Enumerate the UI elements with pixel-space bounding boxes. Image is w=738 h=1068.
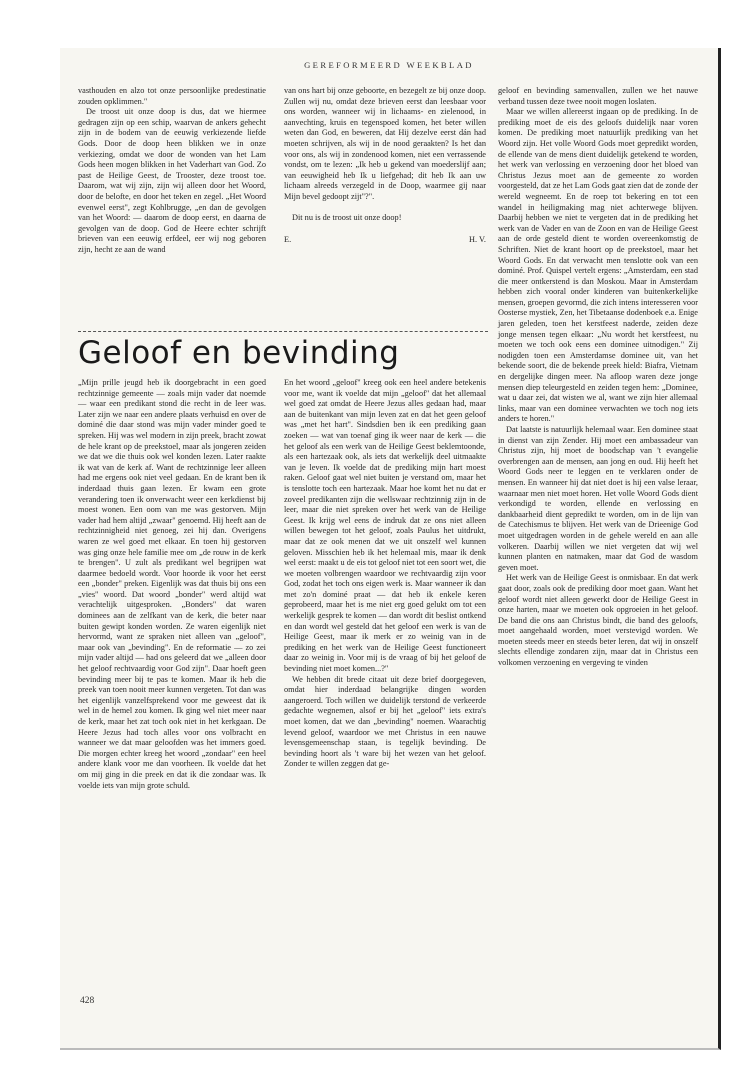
previous-article-column-1 bbox=[78, 86, 266, 256]
signature-line bbox=[284, 235, 486, 246]
running-head: GEREFORMEERD WEEKBLAD bbox=[304, 60, 474, 70]
article-column-1 bbox=[78, 378, 266, 791]
paragraph: Dit nu is de troost uit onze doop! bbox=[292, 212, 402, 222]
paragraph: We hebben dit brede citaat uit deze brief doorgegeven, omdat hier inderdaad belangrijke dingen worden aangeroerd. Toch willen we duidelijk terstond de verkeerde gedachte wegnemen, alsof er bij het „geloof" iets extra's moet komen, dat we dan „bevinding" noemen. Waarachtig levend geloof, waardoor we met Christus in een nauwe levensgemeenschap staan, is tegelijk bevinding. De bevinding hoort als 't ware bij het wezen van het geloof. Zonder te willen zeggen dat ge- bbox=[284, 674, 486, 769]
paragraph: „Mijn prille jeugd heb ik doorgebracht in een goed rechtzinnige gemeente — zoals mijn vader dat noemde — waar een predikant stond die recht in de leer was. Later zijn we naar een andere plaats verhuisd en over de dominé die daar stond was mijn vader minder goed te spreken. Hij was wel modern in zijn preek, bracht zowat de hele krant op de preekstoel, maar als jongeren zeiden we dat we die thuis ook wel konden lezen. Later raakte ik wat van de kerk af. Want de rechtzinnige leer alleen had me ergens ook niet veel gedaan. En de krant ben ik inderdaad thuis gaan lezen. Er kwam een grote verandering toen ik onverwacht weer een kerkdienst bij moest wonen. Een oom van me was gestorven. Mijn vader had hem altijd „zwaar" genoemd. Hij heeft aan de rechtzinnigheid niet genoeg, zei hij dan. Overigens waren ze wel goed met elkaar. En toen hij gestorven was ging onze hele familie mee om „de rouw in de kerk te brengen". U zult als predikant wel begrijpen wat daarmee bedoeld wordt. Voor hoorde ik voor het eerst een „bonder" preken. Eigenlijk was dat thuis bij ons een „vies" woord. Dat woord „bonder" werd altijd wat verachtelijk uitgesproken. „Bonders" dat waren dominees aan de zelfkant van de kerk, die beter naar buiten gewipt konden worden. Ze waren eigenlijk niet hervormd, want ze spraken niet alleen van „geloof", maar ook van „bevinding". En de reformatie — zo zei mijn vader altijd — had ons geleerd dat we „alleen door het geloof rechtvaardig voor God zijn". Daar hoeft geen bevinding meer bij te pas te komen. Maar ik heb die preek van toen nooit meer kunnen vergeten. Tot dan was het eigenlijk vanzelfsprekend voor me geweest dat ik wel in de hemel zou komen. Ik ging wel niet meer naar de kerk, maar het zat toch ook niet in het kerkgaan. De Heere Jezus had toch alles voor ons volbracht en wanneer we dat maar geloofden was het immers goed. Die morgen echter kreeg het woord „zondaar" een heel andere klank voor me dan voorheen. Ik voelde dat het om mij ging in die preek en dat ik die zondaar was. Ik voelde iets van mijn grote schuld. bbox=[78, 378, 266, 790]
article-column-2 bbox=[284, 378, 486, 770]
previous-article-column-2 bbox=[284, 86, 486, 246]
paragraph: van ons hart bij onze geboorte, en bezegelt ze bij onze doop. Zullen wij nu, omdat deze brieven eerst dan leesbaar voor ons worden, wanneer wij in lichaams- en zielenood, in aanvechting, kruis en tegenspoed komen, het beter willen weten dan God, en beweren, dat Hij dezelve eerst dán had moeten schrijven, als wij in de nood geraakten? Is het dan voor ons, als wij in zondenood komen, niet een verrassende vondst, om te lezen: „Ik heb u gekend van moederslijf aan; van eeuwigheid heb Ik u liefgehad; dit heb Ik aan uw lichaam alreeds verzegeld in de Doop, waarmee gij naar Mijn bevel gedoopt zijt"?". bbox=[284, 86, 486, 201]
article-separator bbox=[78, 331, 488, 332]
paragraph: De troost uit onze doop is dus, dat we hiermee gedragen zijn op een schip, waarvan de ankers gehecht zijn in de bodem van de eeuwig verkiezende liefde Gods. Door de doop heen blikken we in onze verkiezing, omdat we door de wonden van het Lam Gods heen mogen blikken in het Vaderhart van God. Zo past de Heilige Geest, de Trooster, deze troost toe. Daarom, wat wij zijn, zijn wij alleen door het Woord, door de belofte, en door het teken en zegel. „Het Woord evenwel eerst", zegt Kohlbrugge, „en dan de gevolgen van het Woord: — daarom de doop eerst, en daarna de gevolgen van de doop. God de Heere echter schrijft brieven van een eeuwig erfdeel, eer wij nog geboren zijn, hecht ze aan de wand bbox=[78, 107, 266, 254]
page-number: 428 bbox=[80, 996, 95, 1006]
article-title: Geloof en bevinding bbox=[78, 335, 400, 371]
paragraph: Dat laatste is natuurlijk helemaal waar. Een dominee staat in dienst van zijn Zender. Hij moet een ambassadeur van Christus zijn, hij moet de boodschap van 't evangelie overbrengen aan de mensen, aan jong en oud. Hij heeft het Woord Gods neer te leggen en te verklaren onder de mensen. En wanneer hij dat niet doet is hij een valse leraar, waarnaar men niet moet horen. Het volle Woord Gods dient verkondigd te worden, ellende en verlossing en dankbaarheid dient gepredikt te worden, om in de lijn van de Catechismus te blijven. Het werk van de Drieenige God moet uitgedragen worden in de gehele wereld en aan alle volkeren. Daarbij willen we niet vergeten dat wij wel kunnen planten en natmaken, maar dat God de wasdom geven moet. bbox=[498, 425, 698, 572]
paragraph: vasthouden en alzo tot onze persoonlijke predestinatie zouden opklimmen." bbox=[78, 86, 266, 106]
signature-left: E. bbox=[284, 235, 292, 245]
paragraph: geloof en bevinding samenvallen, zullen we het nauwe verband tussen deze twee nooit mogen loslaten. bbox=[498, 86, 698, 106]
signature-right: H. V. bbox=[469, 235, 486, 245]
paragraph: En het woord „geloof" kreeg ook een heel andere betekenis voor me, want ik voelde dat mijn „geloof" dat het allemaal wel goed zat omdat de Heere Jezus alles gedaan had, maar aan de buitenkant van mijn leven zat en dat het geen geloof was „met het hart". Sindsdien ben ik een prediking gaan zoeken — wat van toenaf ging ik weer naar de kerk — die het geloof als een werk van de Heilige Geest beklemtoonde, als een hartezaak ook, als iets dat werkelijk deel uitmaakte van je leven. Ik voelde dat de prediking mijn hart moest raken. Geloof gaat wel niet buiten je verstand om, maar het is tenslotte toch een hartezaak. Maar hoe komt het nu dat er zoveel predikanten zijn die wellswaar rechtzinnig zijn in de leer, maar die niet spreken over het werk van de Heilige Geest. Ik krijg wel eens de indruk dat ze ons niet alleen willen bewegen tot het geloof, zoals Paulus het uitdrukt, maar dat ze ook menen dat we uit onszelf wel kunnen geloven. Misschien heb ik het helemaal mis, maar ik denk wel eerst: maakt u de eis tot geloof niet tot een soort wet, die we moeten volbrengen waardoor we rechtvaardig zijn voor God, zodat het toch ons eigen werk is. Maar wanneer ik dan met zo'n dominé praat — dat heb ik enkele keren geprobeerd, maar het is me niet erg goed gelukt om tot een werkelijk gesprek te komen — dan wordt dit beslist ontkend en dan wordt wel gesteld dat het geloof een werk is van de Heilige Geest, maar ik merk er zo weinig van in de prediking en het werk van de Heilige Geest functioneert daar zo weinig in. Voor mij is de vraag of bij het geloof de bevinding niet moet komen...?" bbox=[284, 378, 486, 674]
paragraph: Het werk van de Heilige Geest is onmisbaar. En dat werk gaat door, zoals ook de prediking door moet gaan. Want het geloof wordt niet alleen gewerkt door de Heilige Geest in onze harten, maar we moeten ook opgroeien in het geloof. De band die ons aan Christus bindt, die band des geloofs, moet aangehaald worden, moet verstevigd worden. We moeten steeds meer en steeds beter leren, dat wij in onszelf slechts ellendige zondaren zijn, maar dat in Christus een volkomen verzoening en vergeving te vinden bbox=[498, 573, 698, 668]
magazine-page bbox=[60, 48, 721, 1050]
paragraph: Maar we willen allereerst ingaan op de prediking. In de prediking moet de eis des geloofs duidelijk naar voren komen. De prediking moet natuurlijk prediking van het Woord zijn. Het volle Woord Gods moet gepredikt worden, de ellende van de mens dient duidelijk getekend te worden, het werk van verlossing en verzoening door het bloed van Christus Jezus moet aan de gemeente zo worden voorgesteld, dat ze het Lam Gods gaat zien dat de zonde der wereld wegneemt. En de roep tot bekering en tot een wandel in heiligmaking mag niet achterwege blijven. Daarbij hebben we niet te vergeten dat in de prediking het werk van de Vader en van de Zoon en van de Heilige Geest aan de orde gesteld dient te worden overeenkomstig de Schriften. Niet de krant hoort op de preekstoel, maar het Woord Gods. En dat verwacht men tenslotte ook van een dominé. Prof. Quispel vertelt ergens: „Amsterdam, een stad die meer ontkerstend is dan Moskou. Maar in Amsterdam hebben zich vooral onder kinderen van buitenkerkelijke mensen, groepen gevormd, die zich intens interesseren voor Oosterse mystiek, Zen, het Tibetaanse dodenboek e.a. Enige jaren geleden, toen het kerstfeest naderde, zeiden deze jonge mensen tegen elkaar: „Nu wordt het kerstfeest, nu moeten we toch ook eens een dominee uitnodigen." Zij nodigden toen een Amsterdamse dominee uit, van het bekende soort, die de bekende preek hield: Biafra, Vietnam en dergelijke dingen meer. Na afloop waren deze jonge mensen diep teleurgesteld en zeiden tegen hem: „Dominee, wat u daar zei, dat wisten we al, want we zijn hier allemaal links, maar van een dominee verwachten we toch nog iets anders te horen." bbox=[498, 107, 698, 424]
article-column-3 bbox=[498, 86, 698, 669]
